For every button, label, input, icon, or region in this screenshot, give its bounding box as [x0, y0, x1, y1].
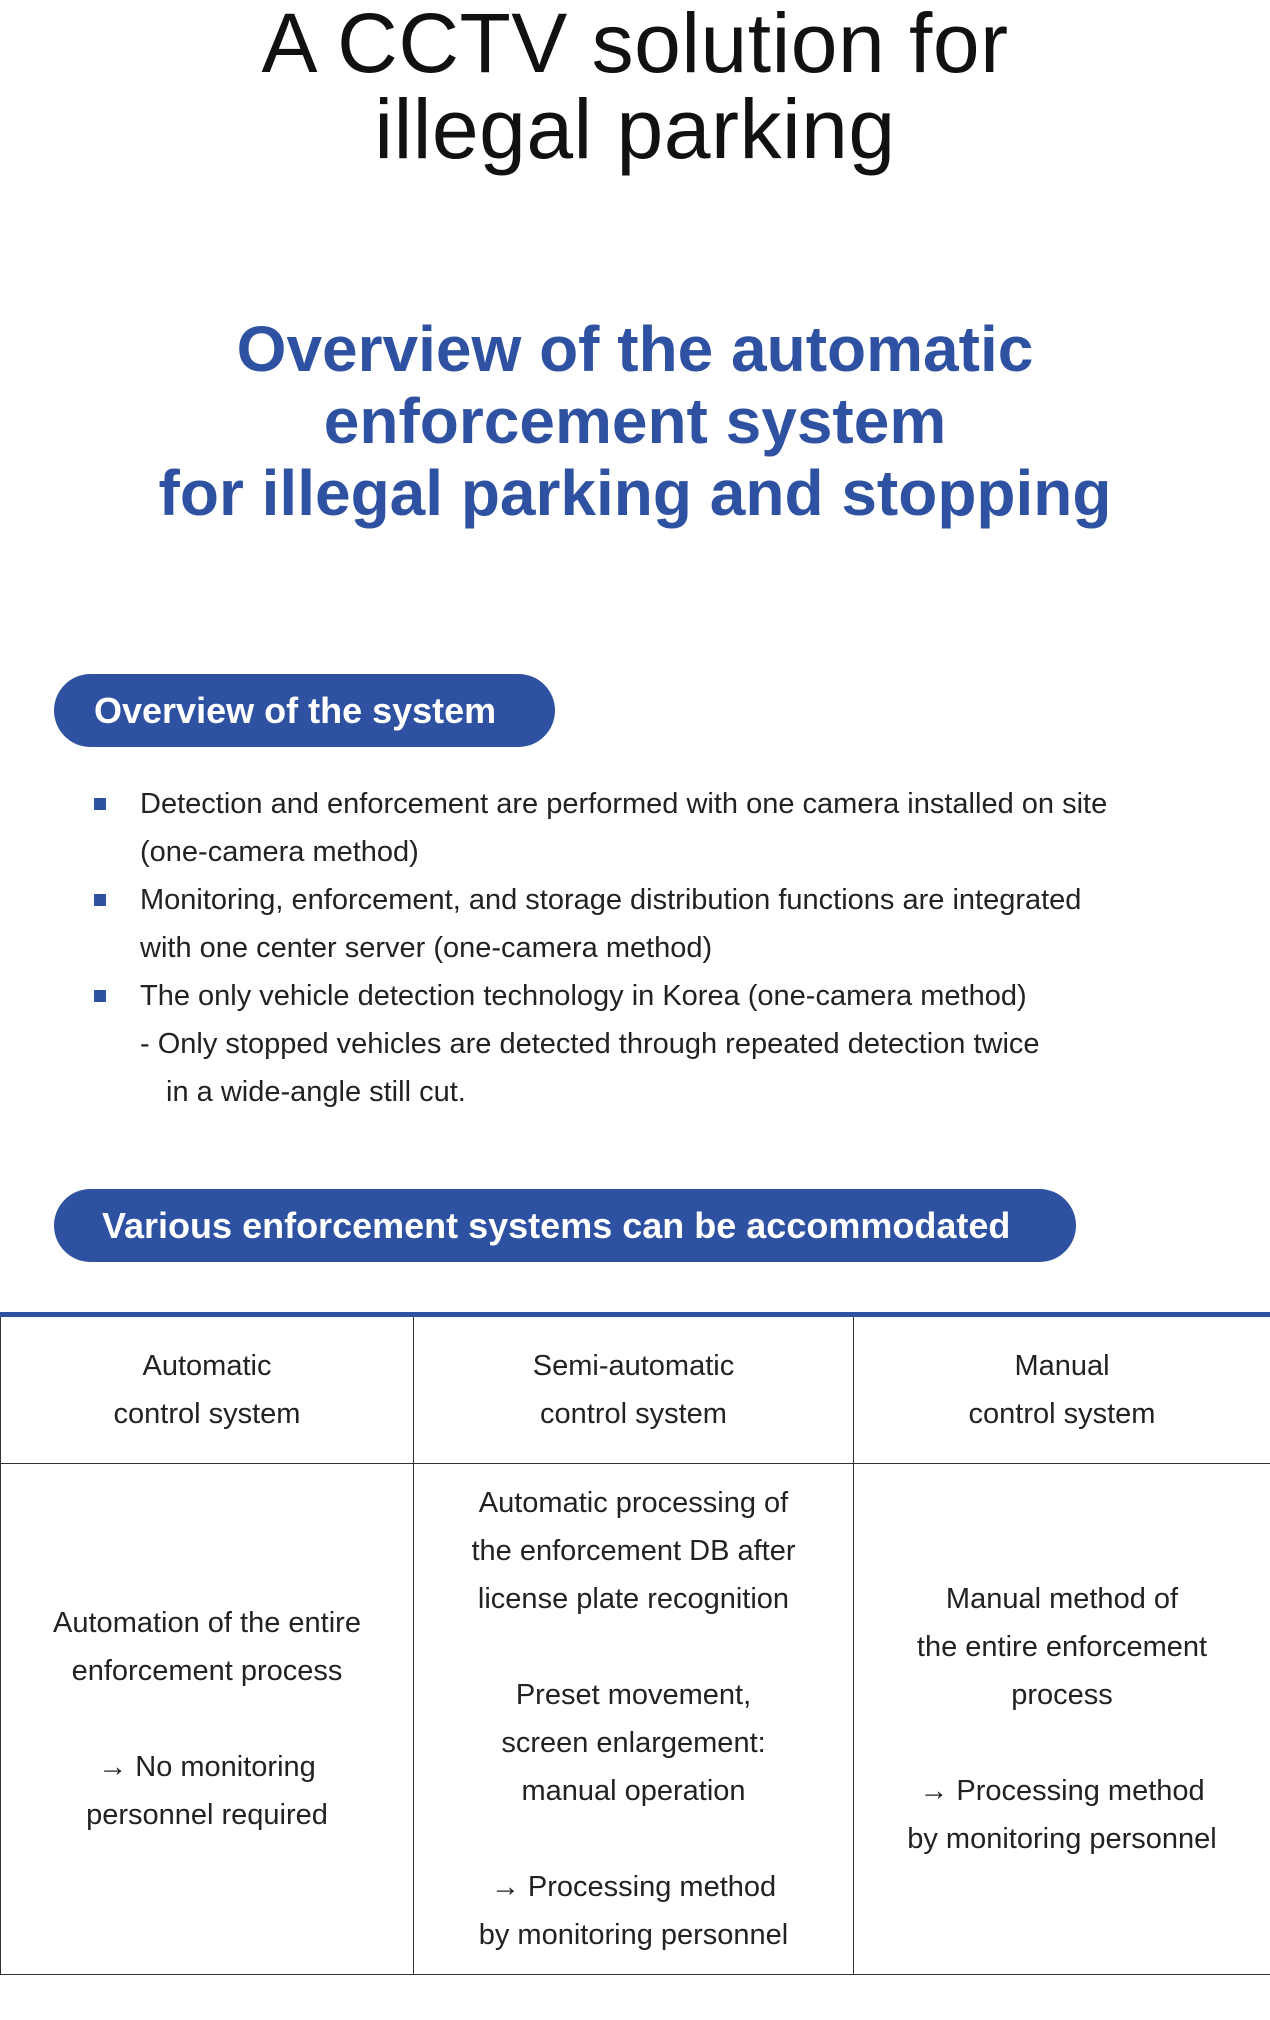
header-automatic: Automatic control system — [1, 1317, 414, 1463]
table-row — [1, 1463, 1270, 1974]
page-title-line-1: A CCTV solution for — [261, 0, 1009, 90]
square-bullet-icon — [94, 990, 106, 1002]
bullet-text: The only vehicle detection technology in Korea (one-camera method) — [140, 980, 1027, 1012]
overview-section-badge: Overview of the system — [54, 674, 555, 747]
bullet-text: Monitoring, enforcement, and storage distribution functions are integrated — [140, 884, 1082, 916]
bullet-subtext: - Only stopped vehicles are detected through repeated detection twice — [140, 1028, 1040, 1060]
enforcement-section-badge: Various enforcement systems can be accommodated — [54, 1189, 1076, 1262]
page-title-line-2: illegal parking — [374, 82, 896, 176]
bullet-item — [92, 972, 1242, 1116]
comparison-table — [0, 1317, 1270, 1975]
square-bullet-icon — [94, 894, 106, 906]
enforcement-systems-table — [0, 1312, 1270, 1975]
cell-automatic: Automation of the entire enforcement process → No monitoring personnel required — [1, 1463, 414, 1974]
bullet-item — [92, 876, 1242, 972]
section-heading-line-1: Overview of the automatic — [236, 313, 1034, 385]
bullet-text: Detection and enforcement are performed with one camera installed on site — [140, 788, 1108, 820]
table-header-row — [1, 1317, 1270, 1463]
page-title — [0, 0, 1270, 176]
bullet-subtext: in a wide-angle still cut. — [166, 1076, 466, 1108]
section-heading-line-3: for illegal parking and stopping — [158, 457, 1112, 529]
cell-semi-automatic: Automatic processing of the enforcement DB after license plate recognition Preset movement, screen enlargement: manual operation → Processing method by monitoring personnel — [414, 1463, 854, 1974]
bullet-text: (one-camera method) — [140, 836, 419, 868]
cell-manual: Manual method of the entire enforcement process → Processing method by monitoring personnel — [854, 1463, 1270, 1974]
bullet-text: with one center server (one-camera method) — [140, 932, 713, 964]
header-manual: Manual control system — [854, 1317, 1270, 1463]
section-heading — [0, 313, 1270, 529]
header-semi-automatic: Semi-automatic control system — [414, 1317, 854, 1463]
overview-bullet-list — [92, 780, 1242, 1116]
section-heading-line-2: enforcement system — [323, 385, 947, 457]
bullet-item — [92, 780, 1242, 876]
square-bullet-icon — [94, 798, 106, 810]
